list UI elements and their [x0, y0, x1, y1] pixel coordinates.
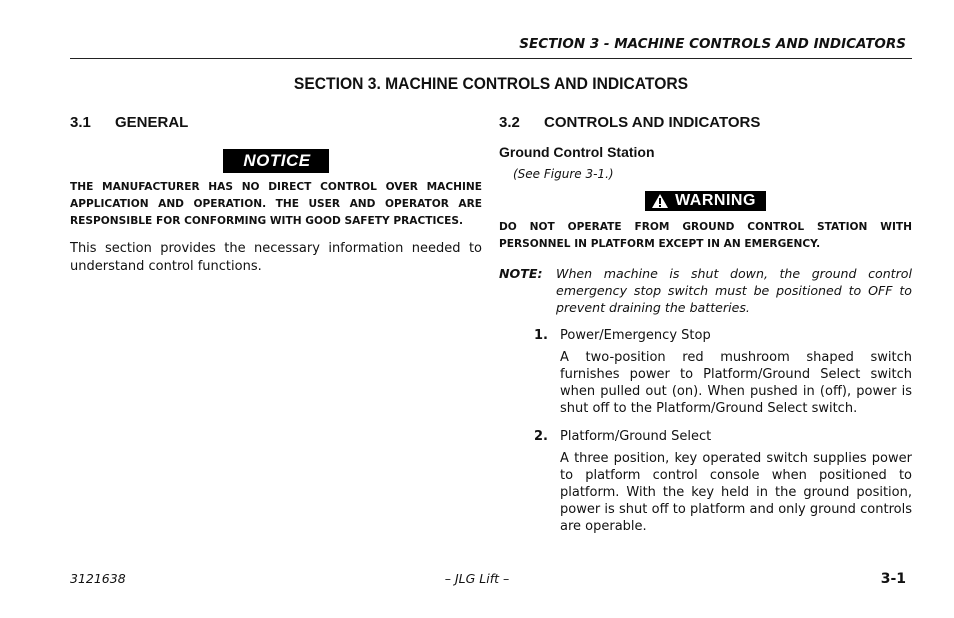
notice-badge: NOTICE — [223, 149, 328, 173]
notice-text: THE MANUFACTURER HAS NO DIRECT CONTROL OVER MACHINE APPLICATION AND OPERATION. THE USER AND OPERATOR ARE RESPONSIBLE FOR CONFORMING WITH GOOD SAFETY PRACTICES. — [70, 181, 482, 227]
running-head: SECTION 3 - MACHINE CONTROLS AND INDICATORS — [519, 36, 906, 52]
heading-number: 3.2 — [499, 114, 520, 131]
general-body-text: This section provides the necessary information needed to understand control functions. — [70, 241, 482, 274]
list-item — [534, 327, 912, 417]
note-label: NOTE: — [499, 266, 543, 281]
figure-reference: (See Figure 3-1.) — [513, 167, 614, 181]
item-number: 1. — [534, 328, 548, 343]
subheading-ground-control: Ground Control Station — [499, 144, 655, 160]
item-number: 2. — [534, 429, 548, 444]
item-title: Power/Emergency Stop — [560, 328, 711, 343]
heading-general — [70, 114, 482, 131]
warning-triangle-icon — [651, 193, 669, 209]
heading-text: CONTROLS AND INDICATORS — [544, 114, 761, 131]
right-column — [499, 114, 912, 535]
warning-label: WARNING — [675, 192, 756, 209]
warning-text: DO NOT OPERATE FROM GROUND CONTROL STATION WITH PERSONNEL IN PLATFORM EXCEPT IN AN EMERGENCY. — [499, 221, 912, 250]
list-item — [534, 428, 912, 535]
item-description: A two-position red mushroom shaped switch furnishes power to Platform/Ground Select switch when pulled out (on). When pushed in (off), power is shut off to the Platform/Ground Select switch. — [560, 350, 912, 416]
footer-center-text: – JLG Lift – — [444, 571, 510, 586]
heading-controls — [499, 114, 912, 131]
left-column — [70, 114, 482, 276]
page-number: 3-1 — [880, 571, 906, 587]
heading-text: GENERAL — [115, 114, 189, 131]
item-title: Platform/Ground Select — [560, 429, 712, 444]
header-rule — [70, 58, 912, 59]
item-description: A three position, key operated switch supplies power to platform control console when positioned to platform. With the key held in the ground position, power is shut off to platform and only ground controls are operable. — [560, 451, 912, 534]
footer-doc-number: 3121638 — [70, 571, 126, 586]
section-title: SECTION 3. MACHINE CONTROLS AND INDICATORS — [293, 74, 689, 93]
note-text: When machine is shut down, the ground control emergency stop switch must be positioned to OFF to prevent draining the batteries. — [556, 266, 912, 315]
heading-number: 3.1 — [70, 114, 91, 131]
warning-badge — [645, 191, 766, 211]
note — [499, 265, 912, 316]
